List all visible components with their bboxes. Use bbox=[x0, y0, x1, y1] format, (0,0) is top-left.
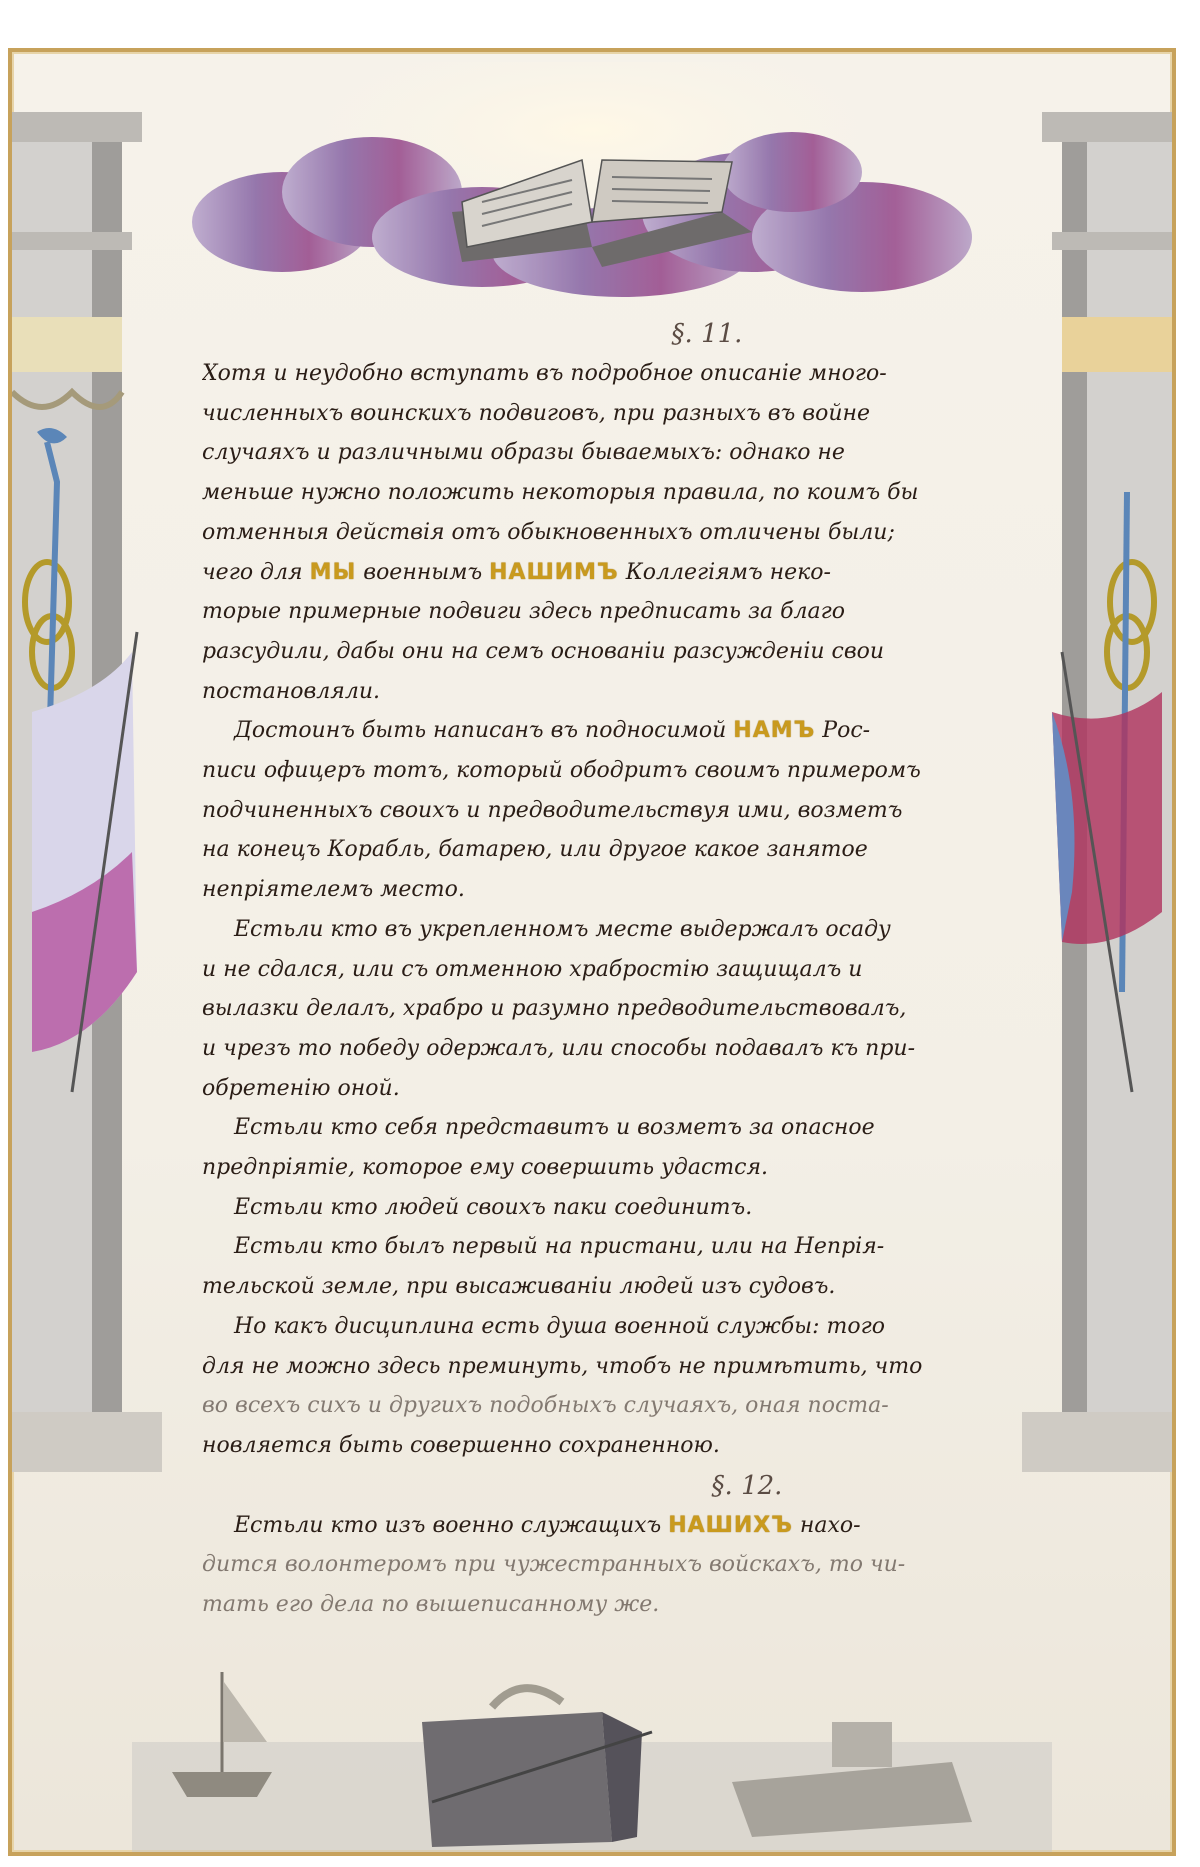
paragraph bbox=[202, 1188, 1032, 1228]
text-line: тельской земле, при высаживаніи людей изъ судовъ. bbox=[202, 1274, 836, 1300]
text-line: непріятелемъ место. bbox=[202, 877, 465, 903]
paragraph bbox=[202, 910, 1032, 1109]
text-line: и не сдался, или съ отменною храбростію защищалъ и bbox=[202, 956, 863, 982]
text-line: разсудили, дабы они на семъ основаніи разсужденіи свои bbox=[202, 638, 885, 664]
open-book-cloud-icon bbox=[162, 62, 1022, 312]
text-line: дится волонтеромъ при чужестранныхъ войскахъ, то чи- bbox=[202, 1552, 906, 1578]
gilded-word: НАШИХЪ bbox=[668, 1512, 793, 1538]
text-line-with-gold: чего для МЫ военнымъ НАШИМЪ Коллегіямъ нeкo- bbox=[202, 559, 831, 585]
text-line: Хотя и неудобно вступать въ подробное описаніе много- bbox=[202, 361, 887, 386]
right-column bbox=[1022, 92, 1172, 1472]
ship-icon bbox=[172, 1672, 272, 1797]
column-icon bbox=[1022, 92, 1172, 1472]
section-number: §. 11. bbox=[671, 319, 743, 349]
text-line: обретенію оной. bbox=[202, 1075, 400, 1101]
text-line: численныхъ воинскихъ подвиговъ, при разныхъ въ войне bbox=[202, 400, 870, 426]
text-line: Естьли кто въ укрепленномъ месте выдержалъ осаду bbox=[234, 916, 891, 942]
paragraph bbox=[202, 1227, 1032, 1306]
gilded-word: МЫ bbox=[309, 559, 357, 585]
gilded-word: НАШИМЪ bbox=[489, 559, 619, 585]
text-line: меньше нужно положить некоторыя правила, по коимъ бы bbox=[202, 480, 919, 506]
text-line: предпріятіе, которое ему совершить удастся. bbox=[202, 1155, 769, 1181]
text-block bbox=[202, 314, 1032, 1625]
text-line-with-gold: Достоинъ быть написанъ въ подносимой НАМЪ Рос- bbox=[234, 718, 871, 744]
bottom-ornament bbox=[132, 1612, 1052, 1852]
text-line: случаяхъ и различными образы бываемыхъ: однако не bbox=[202, 440, 845, 466]
paragraph bbox=[202, 1506, 1032, 1625]
text-line: отменныя действія отъ обыкновенныхъ отличены были; bbox=[202, 519, 895, 545]
paragraph bbox=[202, 1108, 1032, 1187]
text-line: на конецъ Корабль, батарею, или другое какое занятое bbox=[202, 837, 868, 863]
text-line: во всехъ сихъ и другихъ подобныхъ случаяхъ, оная поста- bbox=[202, 1393, 889, 1419]
text-line: для не можно здесь преминуть, чтобъ не примѣтить, что bbox=[202, 1353, 923, 1379]
column-icon bbox=[12, 92, 162, 1472]
left-column bbox=[12, 92, 162, 1472]
text-line: Но какъ дисциплина есть душа военной службы: того bbox=[234, 1313, 885, 1339]
text-line: Естьли кто себя представитъ и возметъ за опасное bbox=[234, 1115, 875, 1141]
paragraph bbox=[202, 1307, 1032, 1466]
text-line-with-gold: Естьли кто изъ военно служащихъ НАШИХЪ нахо- bbox=[234, 1512, 861, 1538]
stone-block-icon bbox=[422, 1688, 652, 1847]
gilded-word: НАМЪ bbox=[733, 718, 816, 744]
paragraph bbox=[202, 711, 1032, 910]
text-line: торые примерные подвиги здесь предписать за благо bbox=[202, 599, 846, 625]
section-number: §. 12. bbox=[711, 1470, 783, 1501]
paragraph bbox=[202, 354, 1032, 711]
fortress-icon bbox=[732, 1722, 972, 1837]
text-line: Естьли кто былъ первый на пристани, или на Непрія- bbox=[234, 1234, 885, 1260]
text-line: Естьли кто людей своихъ паки соединитъ. bbox=[234, 1194, 753, 1220]
text-line: подчиненныхъ своихъ и предводительствуя ими, возметъ bbox=[202, 797, 903, 823]
text-line: и чрезъ то победу одержалъ, или способы подавалъ къ при- bbox=[202, 1035, 916, 1061]
document-frame bbox=[8, 48, 1176, 1856]
text-line: тать его дела по вышеписанному же. bbox=[202, 1592, 660, 1618]
text-line: вылазки делалъ, храбро и разумно предводительствовалъ, bbox=[202, 996, 907, 1022]
text-line: новляется быть совершенно сохраненною. bbox=[202, 1432, 720, 1458]
top-ornament bbox=[162, 62, 1022, 312]
text-line: постановляли. bbox=[202, 678, 380, 704]
text-line: писи офицеръ тотъ, который ободритъ своимъ примеромъ bbox=[202, 758, 921, 784]
